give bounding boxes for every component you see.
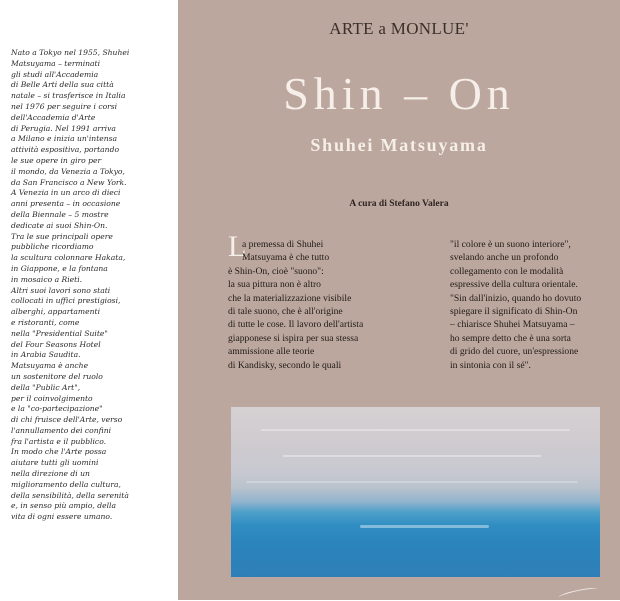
article-line: "Sin dall'inizio, quando ho dovuto	[450, 292, 582, 304]
bio-line: di Perugia. Nel 1991 arriva	[11, 123, 116, 133]
bio-line: vita di ogni essere umano.	[11, 512, 113, 522]
bio-line: Matsuyama è anche	[11, 361, 89, 371]
bio-line: anni presenta – in occasione	[11, 199, 121, 209]
curator-credit: A cura di Stefano Valera	[349, 199, 449, 209]
artist-bio	[11, 48, 159, 523]
bio-line: in mosaico a Rieti.	[11, 274, 83, 284]
bio-line: della "Public Art",	[11, 382, 81, 392]
article-line: di tutte le cose. Il lavoro dell'artista	[228, 319, 364, 331]
bio-line: di Belle Arti della sua città	[11, 80, 114, 90]
bio-line: della sensibilità, della serenità	[11, 490, 129, 500]
bio-line: Tra le sue principali opere	[11, 231, 113, 241]
bio-line: miglioramento della cultura,	[11, 479, 121, 489]
article-panel	[178, 0, 620, 600]
bio-line: alberghi, appartamenti	[11, 307, 101, 317]
article-line: collegamento con le modalità	[450, 265, 564, 277]
painting-streak	[283, 455, 541, 457]
article-line: di grido del cuore, un'espressione	[450, 346, 579, 358]
painting-streak	[246, 481, 578, 483]
article-line: di Kandisky, secondo le quali	[228, 359, 342, 371]
artist-name: Shuhei Matsuyama	[310, 135, 488, 155]
article-title: Shin – On	[283, 68, 515, 119]
bio-line: e, in senso più ampio, della	[11, 501, 116, 511]
painting-image	[231, 407, 600, 577]
article-line: Matsuyama è che tutto	[242, 252, 330, 264]
article-column-1	[228, 238, 408, 372]
article-line: è Shin-On, cioè "suono":	[228, 265, 324, 277]
bio-line: dell'Accademia d'Arte	[11, 112, 96, 122]
bio-line: natale – si trasferisce in Italia	[11, 91, 126, 101]
series-title: ARTE a MONLUE'	[329, 19, 469, 38]
bio-line: le sue opere in giro per	[11, 155, 102, 165]
bio-line: Nato a Tokyo nel 1955, Shuhei	[11, 48, 130, 57]
bio-line: in Arabia Saudita.	[11, 350, 81, 360]
article-line: "il colore è un suono interiore",	[450, 239, 571, 250]
bio-line: e la "co-partecipazione"	[11, 404, 103, 414]
bio-line: attività espositiva, portando	[11, 145, 120, 155]
bio-line: In modo che l'Arte possa	[11, 447, 107, 457]
bio-line: fra l'artista e il pubblico.	[11, 436, 107, 446]
bio-line: a Milano e inizia un'intensa	[11, 134, 118, 144]
article-line: che la materializzazione visibile	[228, 292, 352, 304]
article-line: a premessa di Shuhei	[242, 239, 324, 250]
article-line: in sintonia con il sé".	[450, 359, 531, 371]
article-column-2	[450, 238, 620, 372]
drop-cap: L	[228, 230, 247, 263]
article-line: la sua pittura non è altro	[228, 279, 321, 291]
bio-line: e ristoranti, come	[11, 317, 80, 327]
bio-line: in Giappone, e la fontana	[11, 263, 108, 273]
bio-line: un sostenitore del ruolo	[11, 371, 103, 381]
painting-wave	[360, 525, 489, 528]
bio-line: del Four Seasons Hotel	[11, 339, 101, 349]
bio-line: il mondo, da Venezia a Tokyo,	[11, 166, 125, 176]
bio-line: la scultura colonnare Hakata,	[11, 253, 126, 263]
article-line: svelando anche un profondo	[450, 252, 559, 264]
bio-line: gli studi all'Accademia	[11, 69, 99, 79]
bio-line: aiutare tutti gli uomini	[11, 458, 99, 468]
bio-line: per il coinvolgimento	[11, 393, 93, 403]
bio-line: dedicate ai suoi Shin-On.	[11, 220, 108, 230]
article-line: ammissione alle teorie	[228, 346, 315, 358]
bio-line: da San Francisco a New York.	[11, 177, 127, 187]
bio-line: Matsuyama – terminati	[11, 58, 101, 68]
bio-line: l'annullamento dei confini	[11, 425, 112, 435]
bio-line: nella direzione di un	[11, 469, 90, 479]
decorative-swoosh	[558, 586, 599, 601]
article-line: giapponese si ispira per sua stessa	[228, 332, 359, 344]
bio-line: Altri suoi lavori sono stati	[11, 285, 111, 295]
article-line: ho sempre detto che è una sorta	[450, 332, 571, 344]
bio-line: nella "Presidential Suite"	[11, 328, 108, 338]
article-line: – chiarisce Shuhei Matsuyama –	[450, 319, 575, 331]
article-line: spiegare il significato di Shin-On	[450, 306, 578, 318]
painting-streak	[261, 429, 571, 431]
bio-line: collocati in uffici prestigiosi,	[11, 296, 121, 306]
bio-line: A Venezia in un arco di dieci	[11, 188, 121, 198]
bio-line: di chi fruisce dell'Arte, verso	[11, 415, 123, 425]
bio-line: della Biennale – 5 mostre	[11, 209, 109, 219]
article-line: espressive della cultura orientale.	[450, 279, 578, 291]
bio-line: pubbliche ricordiamo	[11, 242, 94, 252]
bio-line: nel 1976 per seguire i corsi	[11, 101, 118, 111]
article-line: di tale suono, che è all'origine	[228, 306, 343, 318]
sidebar-column	[0, 0, 178, 600]
